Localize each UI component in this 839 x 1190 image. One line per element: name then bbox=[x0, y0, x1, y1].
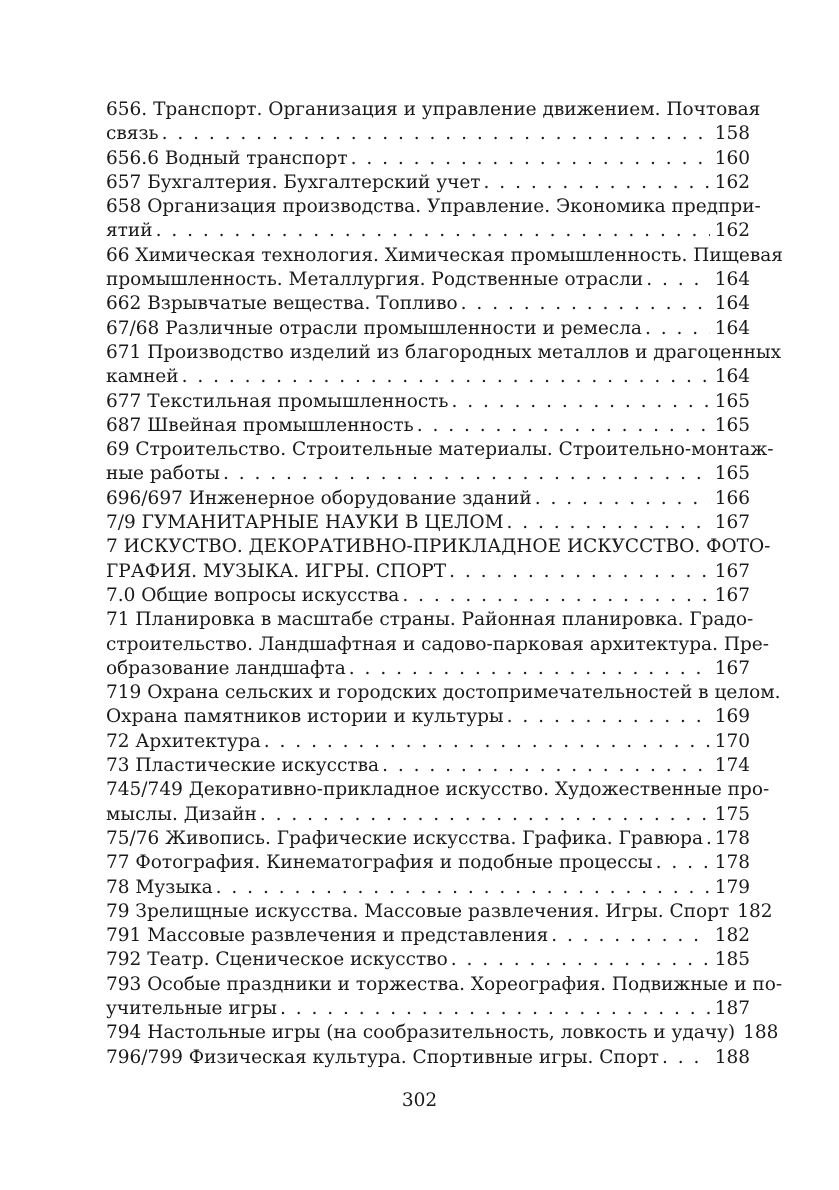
dot-leader bbox=[182, 365, 710, 389]
toc-entry-title: 77 Фотография. Кинематография и подобные процессы bbox=[106, 852, 653, 874]
toc-entry-title: 7.0 Общие вопросы искусства bbox=[106, 584, 400, 606]
toc-entry-line: строительство. Ландшафтная и садово-парковая архитектура. Пре- bbox=[106, 633, 770, 655]
dot-leader bbox=[382, 754, 710, 778]
toc-entry-line: 658 Организация производства. Управление. Экономика предпри- bbox=[106, 196, 761, 218]
toc-entry-final-line bbox=[106, 268, 750, 292]
toc-entry-page-number: 188 bbox=[743, 1022, 779, 1044]
toc-entry-final-line bbox=[106, 462, 750, 486]
dot-leader bbox=[662, 1046, 710, 1070]
toc-entry-title: 791 Массовые развлечения и представления bbox=[106, 925, 549, 947]
toc-entry-page-number: 187 bbox=[714, 997, 750, 1019]
dot-leader bbox=[402, 584, 709, 608]
toc-entry-title: 794 Настольные игры (на сообразительность, ловкость и удачу) bbox=[106, 1022, 736, 1044]
toc-entry-line: 671 Производство изделий из благородных металлов и драгоценных bbox=[106, 341, 782, 363]
toc-entry-line: 719 Охрана сельских и городских достопримечательностей в целом. bbox=[106, 682, 781, 704]
dot-leader bbox=[280, 997, 710, 1021]
toc-entry-final-line bbox=[106, 511, 750, 535]
dot-leader bbox=[264, 730, 710, 754]
dot-leader bbox=[646, 268, 709, 292]
toc-entry bbox=[106, 900, 773, 924]
toc-entry bbox=[106, 390, 750, 414]
dot-leader bbox=[507, 705, 710, 729]
toc-entry bbox=[106, 171, 750, 195]
toc-entry-line: 69 Строительство. Строительные материалы. Строительно-монтаж- bbox=[106, 439, 774, 461]
toc-entry-title: 687 Швейная промышленность bbox=[106, 414, 414, 436]
dot-leader bbox=[349, 657, 710, 681]
toc-entry-title: 7/9 ГУМАНИТАРНЫЕ НАУКИ В ЦЕЛОМ bbox=[106, 512, 504, 534]
toc-entry bbox=[106, 511, 750, 535]
toc-entry-page-number: 167 bbox=[714, 584, 750, 606]
dot-leader bbox=[260, 803, 710, 827]
toc-entry-final-line bbox=[106, 997, 750, 1021]
toc-entry-title: 75/76 Живопись. Графические искусства. Графика. Гравюра bbox=[106, 827, 704, 849]
toc-entry-final-line bbox=[106, 171, 750, 195]
toc-entry-page-number: 164 bbox=[714, 366, 750, 388]
toc-entry bbox=[106, 973, 783, 1022]
dot-leader bbox=[216, 876, 710, 900]
toc-entry-final-line bbox=[106, 560, 750, 584]
toc-entry-final-line bbox=[106, 803, 750, 827]
toc-entry-title: образование ландшафта bbox=[106, 657, 346, 679]
toc-entry bbox=[106, 754, 750, 778]
dot-leader bbox=[706, 827, 710, 851]
toc-entry bbox=[106, 487, 750, 511]
dot-leader bbox=[484, 171, 710, 195]
toc-entry bbox=[106, 827, 750, 851]
toc-entry-page-number: 162 bbox=[714, 171, 750, 193]
toc-entry-page-number: 167 bbox=[714, 512, 750, 534]
toc-entry bbox=[106, 147, 750, 171]
dot-leader bbox=[452, 390, 710, 414]
toc-entry-final-line bbox=[106, 1021, 779, 1045]
toc-entry-final-line bbox=[106, 487, 750, 511]
toc-entry bbox=[106, 317, 750, 341]
toc-entry-title: ятий bbox=[106, 220, 153, 242]
toc-entry-final-line bbox=[106, 851, 750, 875]
toc-entry-page-number: 182 bbox=[737, 900, 773, 922]
toc-entry-title: 792 Театр. Сценическое искусство bbox=[106, 949, 448, 971]
toc-entry bbox=[106, 851, 750, 875]
toc-entry bbox=[106, 438, 774, 487]
toc-entry-final-line bbox=[106, 122, 750, 146]
toc-entry-page-number: 185 bbox=[714, 949, 750, 971]
toc-entry-line: 793 Особые праздники и торжества. Хореография. Подвижные и по- bbox=[106, 973, 783, 995]
dot-leader bbox=[535, 487, 710, 511]
toc-entry bbox=[106, 195, 761, 244]
toc-entry-final-line bbox=[106, 1046, 750, 1070]
table-of-contents bbox=[106, 98, 783, 1070]
dot-leader bbox=[449, 560, 710, 584]
dot-leader bbox=[223, 462, 710, 486]
toc-entry-page-number: 164 bbox=[714, 293, 750, 315]
toc-entry-final-line bbox=[106, 657, 750, 681]
toc-entry-title: 73 Пластические искусства bbox=[106, 755, 380, 777]
dot-leader bbox=[156, 219, 710, 243]
toc-entry-page-number: 169 bbox=[714, 706, 750, 728]
toc-entry-title: 78 Музыка bbox=[106, 876, 213, 898]
toc-entry-line: 656. Транспорт. Организация и управление движением. Почтовая bbox=[106, 99, 761, 120]
toc-entry-title: промышленность. Металлургия. Родственные отрасли bbox=[106, 269, 644, 291]
toc-entry-page-number: 165 bbox=[714, 414, 750, 436]
toc-entry-title: 677 Текстильная промышленность bbox=[106, 390, 449, 412]
toc-entry-final-line bbox=[106, 414, 750, 438]
toc-entry-line: 71 Планировка в масштабе страны. Районная планировка. Градо- bbox=[106, 609, 754, 631]
toc-entry bbox=[106, 1021, 779, 1045]
toc-entry-final-line bbox=[106, 365, 750, 389]
toc-entry-final-line bbox=[106, 219, 750, 243]
dot-leader bbox=[162, 122, 710, 146]
toc-entry bbox=[106, 924, 750, 948]
toc-entry bbox=[106, 1046, 750, 1070]
toc-entry bbox=[106, 292, 750, 316]
toc-entry-final-line bbox=[106, 584, 750, 608]
dot-leader bbox=[507, 511, 710, 535]
dot-leader bbox=[551, 924, 709, 948]
toc-entry-final-line bbox=[106, 948, 750, 972]
dot-leader bbox=[417, 414, 710, 438]
toc-entry-final-line bbox=[106, 900, 773, 924]
toc-entry-final-line bbox=[106, 754, 750, 778]
toc-entry-final-line bbox=[106, 317, 750, 341]
toc-entry-final-line bbox=[106, 827, 750, 851]
toc-entry-title: ные работы bbox=[106, 463, 220, 485]
toc-entry bbox=[106, 948, 750, 972]
toc-entry-page-number: 188 bbox=[714, 1046, 750, 1068]
toc-entry-page-number: 158 bbox=[714, 123, 750, 145]
toc-entry-title: 696/697 Инженерное оборудование зданий bbox=[106, 487, 532, 509]
toc-entry-title: камней bbox=[106, 366, 179, 388]
toc-entry-title: ГРАФИЯ. МУЗЫКА. ИГРЫ. СПОРТ bbox=[106, 560, 447, 582]
toc-entry bbox=[106, 876, 750, 900]
toc-entry-line: 745/749 Декоративно-прикладное искусство. Художественные про- bbox=[106, 779, 770, 801]
toc-entry-title: связь bbox=[106, 123, 159, 145]
toc-entry-final-line bbox=[106, 730, 750, 754]
toc-entry-line: 66 Химическая технология. Химическая промышленность. Пищевая bbox=[106, 244, 783, 266]
toc-entry bbox=[106, 535, 771, 584]
toc-entry bbox=[106, 414, 750, 438]
toc-entry-final-line bbox=[106, 705, 750, 729]
toc-entry bbox=[106, 98, 761, 147]
toc-entry bbox=[106, 608, 770, 681]
toc-entry-title: Охрана памятников истории и культуры bbox=[106, 706, 504, 728]
toc-entry-line: 7 ИСКУСТВО. ДЕКОРАТИВНО-ПРИКЛАДНОЕ ИСКУССТВО. ФОТО- bbox=[106, 536, 771, 558]
toc-entry-page-number: 175 bbox=[714, 803, 750, 825]
toc-entry-page-number: 164 bbox=[714, 269, 750, 291]
toc-entry bbox=[106, 778, 770, 827]
toc-entry-page-number: 178 bbox=[714, 827, 750, 849]
toc-entry-final-line bbox=[106, 390, 750, 414]
toc-entry-final-line bbox=[106, 147, 750, 171]
toc-entry bbox=[106, 584, 750, 608]
dot-leader bbox=[461, 292, 710, 316]
toc-entry-page-number: 165 bbox=[714, 463, 750, 485]
toc-entry-title: учительные игры bbox=[106, 997, 277, 1019]
page-number: 302 bbox=[401, 1090, 438, 1111]
toc-entry-title: 72 Архитектура bbox=[106, 730, 261, 752]
dot-leader bbox=[656, 851, 710, 875]
toc-entry bbox=[106, 681, 781, 730]
toc-entry-page-number: 160 bbox=[714, 147, 750, 169]
toc-entry-title: 662 Взрывчатые вещества. Топливо bbox=[106, 293, 458, 315]
toc-entry-page-number: 179 bbox=[714, 876, 750, 898]
dot-leader bbox=[645, 317, 710, 341]
toc-entry bbox=[106, 244, 783, 293]
toc-entry-title: 656.6 Водный транспорт bbox=[106, 147, 348, 169]
toc-entry-page-number: 166 bbox=[714, 487, 750, 509]
toc-entry-title: 79 Зрелищные искусства. Массовые развлечения. Игры. Спорт bbox=[106, 900, 730, 922]
toc-entry-page-number: 165 bbox=[714, 390, 750, 412]
toc-entry-page-number: 164 bbox=[714, 317, 750, 339]
toc-entry-page-number: 167 bbox=[714, 560, 750, 582]
toc-entry-final-line bbox=[106, 876, 750, 900]
toc-entry-title: мыслы. Дизайн bbox=[106, 803, 257, 825]
toc-entry-final-line bbox=[106, 292, 750, 316]
toc-entry bbox=[106, 730, 750, 754]
toc-entry-title: 67/68 Различные отрасли промышленности и ремесла bbox=[106, 317, 642, 339]
toc-entry-title: 796/799 Физическая культура. Спортивные игры. Спорт bbox=[106, 1046, 659, 1068]
toc-entry-page-number: 174 bbox=[714, 755, 750, 777]
dot-leader bbox=[451, 948, 710, 972]
toc-entry-page-number: 162 bbox=[714, 220, 750, 242]
dot-leader bbox=[351, 147, 710, 171]
toc-entry-page-number: 170 bbox=[714, 730, 750, 752]
toc-entry-page-number: 178 bbox=[714, 852, 750, 874]
toc-entry-title: 657 Бухгалтерия. Бухгалтерский учет bbox=[106, 171, 481, 193]
toc-entry-page-number: 167 bbox=[714, 657, 750, 679]
toc-entry-final-line bbox=[106, 924, 750, 948]
toc-entry-page-number: 182 bbox=[714, 925, 750, 947]
toc-entry bbox=[106, 341, 782, 390]
